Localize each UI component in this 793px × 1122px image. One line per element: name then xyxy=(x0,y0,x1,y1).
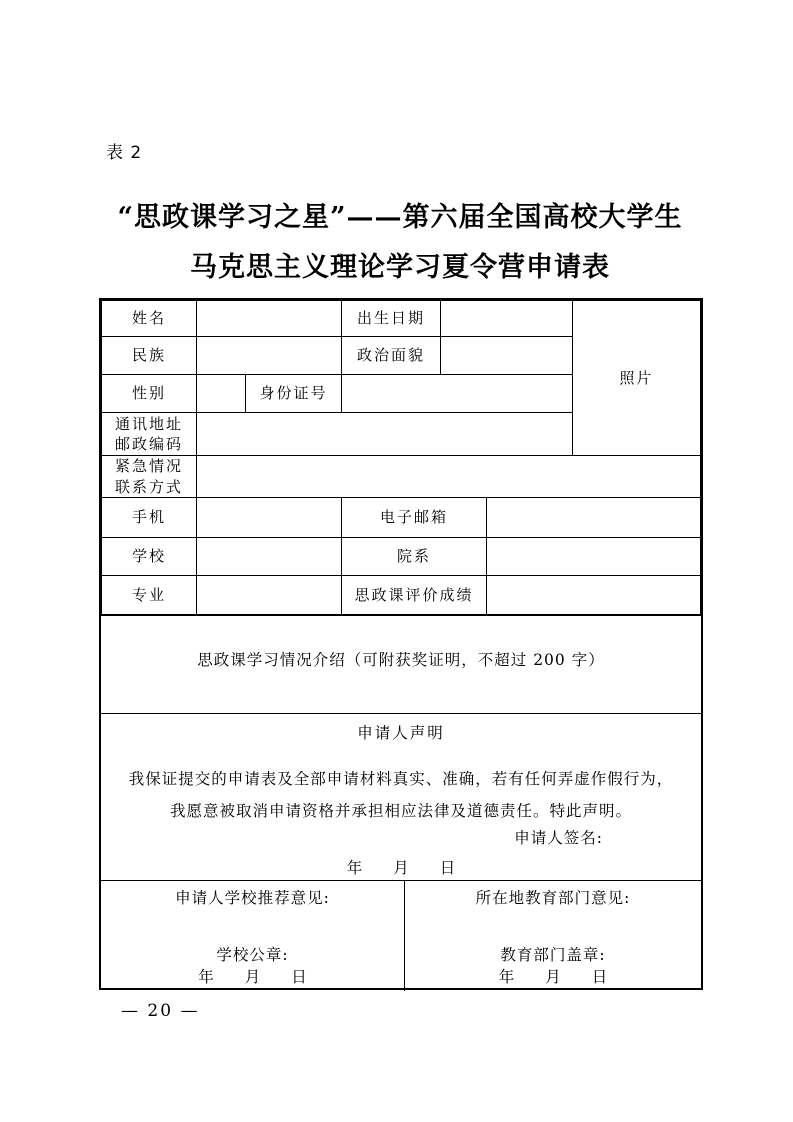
declaration-date-line[interactable]: 年 月 日 xyxy=(346,859,456,877)
email-label: 电子邮箱 xyxy=(342,498,487,538)
mobile-label: 手机 xyxy=(102,498,197,538)
address-label-line1: 通讯地址 xyxy=(114,414,183,433)
opinions-row xyxy=(101,880,701,991)
gender-value-cell[interactable] xyxy=(197,375,246,413)
edu-dept-opinion-title: 所在地教育部门意见: xyxy=(475,889,631,907)
intro-section-label: 思政课学习情况介绍（可附获奖证明，不超过 200 字） xyxy=(197,651,605,669)
id-number-value-cell[interactable] xyxy=(342,375,573,413)
department-value-cell[interactable] xyxy=(487,538,701,576)
political-status-value-cell[interactable] xyxy=(441,337,573,375)
major-value-cell[interactable] xyxy=(197,576,342,615)
application-form-table xyxy=(99,298,703,990)
school-opinion-cell[interactable] xyxy=(101,881,404,991)
emergency-label-line2: 联系方式 xyxy=(114,477,183,496)
mobile-value-cell[interactable] xyxy=(197,498,342,538)
school-value-cell[interactable] xyxy=(197,538,342,576)
score-value-cell[interactable] xyxy=(487,576,701,615)
declaration-body: 我保证提交的申请表及全部申请材料真实、准确，若有任何弄虚作假行为，我愿意被取消申请资格并承担相应法律及道德责任。特此声明。 xyxy=(128,770,674,820)
school-stamp-label: 学校公章: xyxy=(216,946,289,964)
declaration-title: 申请人声明 xyxy=(357,724,445,742)
name-label: 姓名 xyxy=(102,301,197,337)
signature-label[interactable]: 申请人签名: xyxy=(514,829,603,847)
form-title-line1: “思政课学习之星”——第六届全国高校大学生 xyxy=(117,202,683,233)
email-value-cell[interactable] xyxy=(487,498,701,538)
birthdate-label: 出生日期 xyxy=(342,301,441,337)
form-title xyxy=(80,193,720,293)
emergency-contact-label xyxy=(102,456,197,498)
form-title-line2: 马克思主义理论学习夏令营申请表 xyxy=(190,252,610,283)
school-opinion-title: 申请人学校推荐意见: xyxy=(175,889,330,907)
birthdate-value-cell[interactable] xyxy=(441,301,573,337)
address-label-line2: 邮政编码 xyxy=(114,435,183,453)
intro-section-cell[interactable] xyxy=(101,615,701,713)
edu-dept-opinion-cell[interactable] xyxy=(404,881,701,991)
edu-dept-stamp-label: 教育部门盖章: xyxy=(500,946,606,964)
photo-placeholder[interactable]: 照片 xyxy=(573,301,701,456)
score-label: 思政课评价成绩 xyxy=(342,576,487,615)
edu-dept-date-line: 年 月 日 xyxy=(498,968,608,986)
ethnicity-value-cell[interactable] xyxy=(197,337,342,375)
emergency-label-line1: 紧急情况 xyxy=(114,457,183,476)
info-grid xyxy=(101,300,701,615)
emergency-contact-value-cell[interactable] xyxy=(197,456,701,498)
major-label: 专业 xyxy=(102,576,197,615)
department-label: 院系 xyxy=(342,538,487,576)
address-postal-label xyxy=(102,413,197,456)
name-value-cell[interactable] xyxy=(197,301,342,337)
address-postal-value-cell[interactable] xyxy=(197,413,573,456)
edu-dept-opinion-space xyxy=(405,908,701,943)
table-label: 表 2 xyxy=(106,143,143,163)
school-opinion-space xyxy=(101,908,404,943)
id-number-label: 身份证号 xyxy=(246,375,342,413)
declaration-cell xyxy=(101,713,701,880)
page-number: — 20 — xyxy=(121,1001,200,1021)
school-date-line: 年 月 日 xyxy=(198,968,307,986)
ethnicity-label: 民族 xyxy=(102,337,197,375)
gender-label: 性别 xyxy=(102,375,197,413)
school-label: 学校 xyxy=(102,538,197,576)
political-status-label: 政治面貌 xyxy=(342,337,441,375)
